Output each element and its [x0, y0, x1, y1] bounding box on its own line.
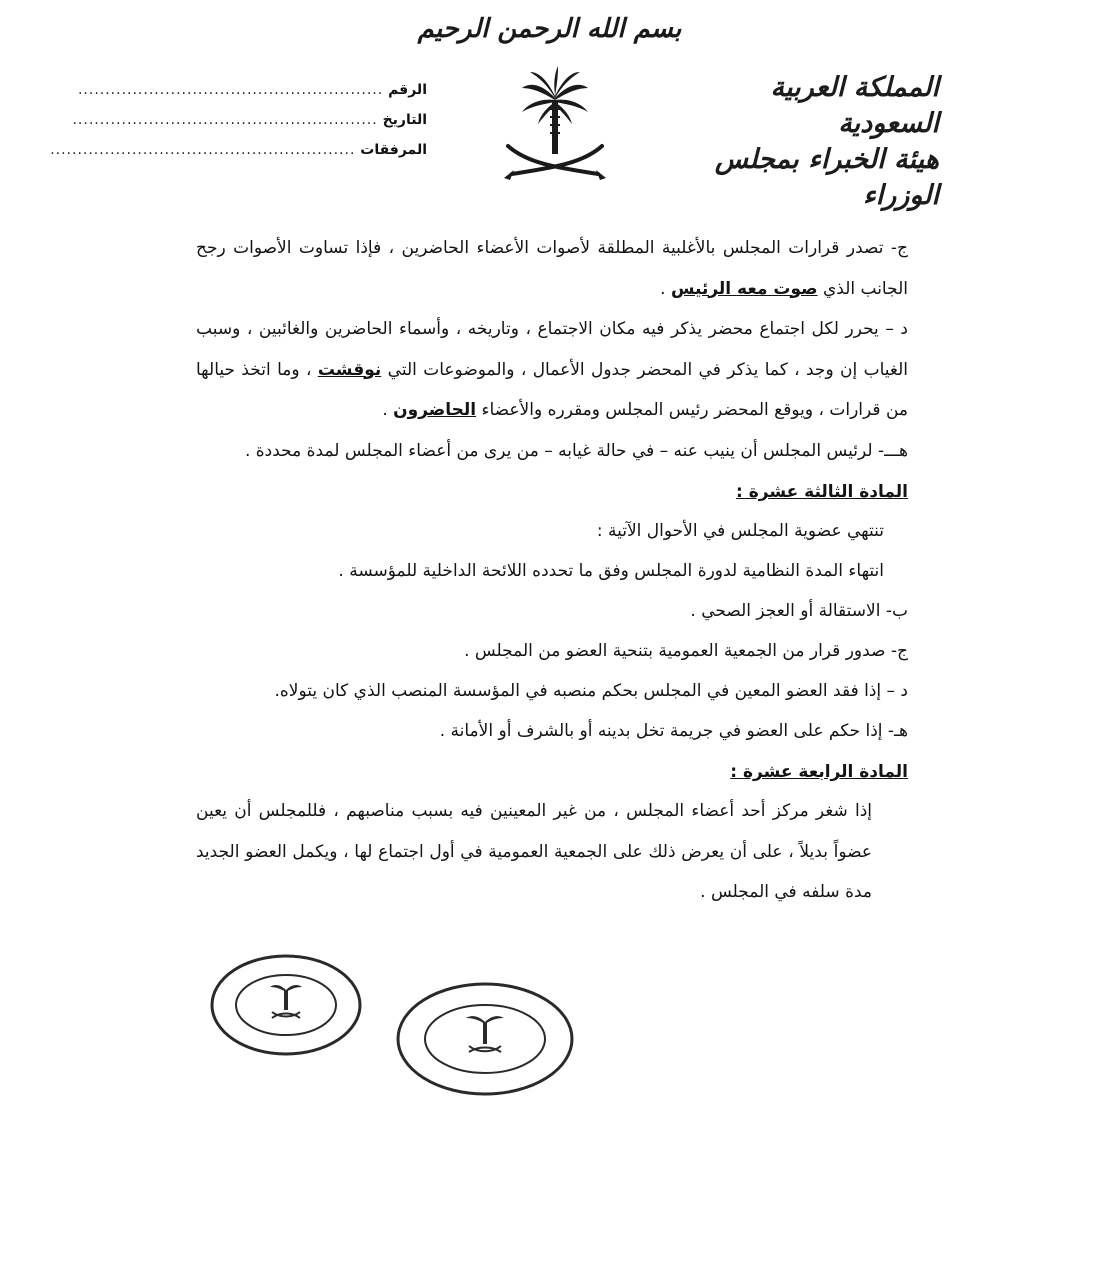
article-14-heading: المادة الرابعة عشرة :: [730, 762, 908, 782]
document-body: [196, 228, 908, 913]
ref-attachments-row: [50, 142, 427, 172]
reference-fields: [50, 82, 427, 172]
ref-number-row: [77, 82, 427, 112]
org-line-2: هيئة الخبراء بمجلس الوزراء: [714, 144, 939, 211]
clause-jeem: [196, 228, 908, 309]
clause-jeem-text: ج- تصدر قرارات المجلس بالأغلبية المطلقة لأصوات الأعضاء الحاضرين ، فإذا تساوت الأصوات رجح الجانب الذي: [196, 238, 908, 299]
article-13-item-d: د – إذا فقد العضو المعين في المجلس بحكم منصبه في المؤسسة المنصب الذي كان يتولاه.: [274, 681, 908, 701]
clause-dal-end: .: [382, 400, 394, 420]
clause-jeem-end: .: [660, 278, 671, 299]
article-13-item-a: انتهاء المدة النظامية لدورة المجلس وفق ما تحدده اللائحة الداخلية للمؤسسة .: [338, 561, 884, 581]
ref-date-row: [72, 112, 427, 142]
clause-dal: [196, 309, 908, 431]
org-line-1: المملكة العربية السعودية: [770, 72, 939, 139]
article-13-intro: تنتهي عضوية المجلس في الأحوال الآتية :: [596, 521, 884, 541]
article-13-heading: المادة الثالثة عشرة :: [736, 482, 908, 502]
ref-attachments-label: المرفقات: [360, 142, 427, 158]
article-13-item-c: ج- صدور قرار من الجمعية العمومية بتنحية العضو من المجلس .: [464, 641, 908, 661]
clause-dal-underlined-1: نوقشت: [317, 359, 382, 380]
ref-number-label: الرقم: [388, 82, 427, 98]
ref-date-label: التاريخ: [382, 112, 427, 128]
clause-jeem-underlined: صوت معه الرئيس: [670, 278, 818, 299]
clause-dal-middle: ، وما اتخذ حيالها من قرارات ، ويوقع المحضر رئيس المجلس ومقرره والأعضاء: [196, 359, 908, 420]
ref-attachments-dots: ........................................................: [50, 142, 356, 158]
official-seal-2: [394, 980, 576, 1098]
ref-date-dots: ........................................................: [72, 112, 378, 128]
organization-name: [679, 70, 939, 214]
basmala: بسم الله الرحمن الرحيم: [417, 14, 682, 44]
article-14-text: إذا شغر مركز أحد أعضاء المجلس ، من غير المعينين فيه بسبب مناصبهم ، فللمجلس أن يعين عضواً بديلاً ، على أن يعرض ذلك على الجمعية العمومية في أول اجتماع لها ، ويكمل العضو الجديد مدة سلفه في المجلس .: [196, 801, 872, 902]
ref-number-dots: ........................................................: [77, 82, 384, 98]
clause-ha: هـــ- لرئيس المجلس أن ينيب عنه – في حالة غيابه – من يرى من أعضاء المجلس لمدة محددة .: [244, 440, 908, 461]
article-13-item-e: هـ- إذا حكم على العضو في جريمة تخل بدينه أو بالشرف أو الأمانة .: [439, 721, 908, 741]
article-13-item-b: ب- الاستقالة أو العجز الصحي .: [690, 601, 908, 621]
official-seal-1: [208, 952, 364, 1058]
clause-dal-text: د – يحرر لكل اجتماع محضر يذكر فيه مكان الاجتماع ، وتاريخه ، وأسماء الحاضرين والغائبين ، وسبب الغياب إن وجد ، كما يذكر في المحضر جدول الأعمال ، والموضوعات التي: [196, 319, 909, 380]
saudi-emblem-icon: [500, 64, 610, 188]
clause-dal-underlined-2: الحاضرون: [393, 400, 477, 420]
